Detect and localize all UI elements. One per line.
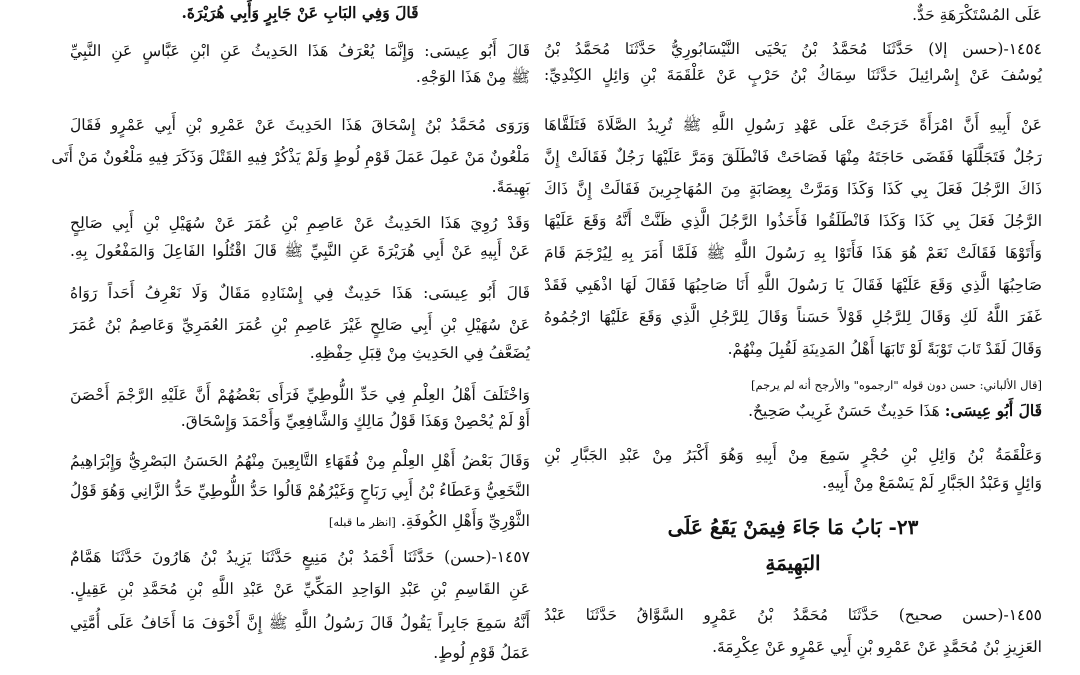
text-line: قَالَ أَبُو عِيسَى: وَإِنَّمَا يُعْرَفُ هَذَا الحَدِيثُ عَنِ ابْنِ عَبَّاسٍ عَنِ النَّبِيِّ [70, 42, 530, 60]
abu-isa-text: هَذَا حَدِيثٌ حَسَنٌ غَرِيبٌ صَحِيحٌ. [748, 402, 940, 420]
text-line: بَهِيمَةً. [491, 178, 530, 196]
chapter-heading: البَهِيمَةِ [765, 551, 821, 575]
text-line: عَنِ القَاسِمِ بْنِ عَبْدِ الوَاحِدِ المَكِّيِّ عَنْ عَبْدِ اللَّهِ بْنِ مُحَمَّدِ بْنِ عَقِيلٍ. [70, 580, 530, 598]
text-line: وَائِلٍ وَعَبْدُ الجَبَّارِ لَمْ يَسْمَعْ مِنْ أَبِيهِ. [822, 474, 1042, 492]
text-line: يُوسُفَ عَنْ إِسْرائِيلَ حَدَّثَنَا سِمَاكُ بْنُ حَرْبٍ عَنْ عَلْقَمَةَ بْنِ وَائِلٍ الكِنْدِيِّ: [544, 66, 1042, 84]
hadith-1457-header: ١٤٥٧-(حسن) حَدَّثَنَا أَحْمَدُ بْنُ مَنِيعٍ حَدَّثَنَا يَزِيدُ بْنُ هَارُونَ حَدَّثَنَا هَمَّامٌ [70, 548, 530, 566]
albani-note: [قال الألباني: حسن دون قوله "ارجموه" والأرجح أنه لم يرجم] [751, 378, 1042, 392]
text-line: وَاخْتَلَفَ أَهْلُ العِلْمِ فِي حَدِّ اللُّوطِيِّ فَرَأَى بَعْضُهُمْ أَنَّ عَلَيْهِ الرَّجْمَ أَحْصَنَ [70, 386, 530, 404]
text-line: صَاحِبُهَا الَّذِي وَقَعَ عَلَيْهَا فَقَالَ يَا رَسُولَ اللَّهِ أَنَا صَاحِبُهَا فَقَالَ لَهَا اذْهَبِي فَقَدْ [544, 276, 1042, 294]
text-line: وَعَلْقَمَةُ بْنُ وَائِلِ بْنِ حُجْرٍ سَمِعَ مِنْ أَبِيهِ وَهُوَ أَكْبَرُ مِنْ عَبْدِ الجَبَّارِ بْنِ [544, 446, 1042, 464]
text-line: يُضَعَّفُ فِي الحَدِيثِ مِنْ قِبَلِ حِفْظِهِ. [309, 344, 530, 362]
text-line: عَلَى المُسْتَكْرَهَةِ حَدٌّ. [912, 6, 1042, 24]
chapter-heading: ٢٣- بَابُ مَا جَاءَ فِيمَنْ يَقَعُ عَلَى [667, 515, 919, 539]
text-line [70, 510, 530, 534]
text-line: وَرَوَى مُحَمَّدُ بْنُ إِسْحَاقَ هَذَا الحَدِيثَ عَنْ عَمْرِو بْنِ أَبِي عَمْرٍو فَقَالَ [70, 116, 530, 134]
hadith-1454-header: ١٤٥٤-(حسن إلا) حَدَّثَنَا مُحَمَّدُ بْنُ يَحْيَى النَّيْسَابُورِيُّ حَدَّثَنَا مُحَمَّدُ بْنُ [544, 40, 1042, 58]
text-line: أَوْ لَمْ يُحْصِنْ وَهَذَا قَوْلُ مَالِكٍ وَالشَّافِعِيِّ وَأَحْمَدَ وَإِسْحَاقَ. [180, 412, 530, 430]
text-line: قَالَ أَبُو عِيسَى: هَذَا حَدِيثٌ فِي إِسْنَادِهِ مَقَالٌ وَلَا نَعْرِفُ أَحَداً رَوَاهُ [70, 284, 530, 302]
text-line: النَّخَعِيُّ وَعَطَاءُ بْنُ أَبِي رَبَاحٍ وَغَيْرُهُمْ قَالُوا حَدُّ اللُّوطِيِّ حَدُّ الزَّانِي وَهُوَ قَوْلُ [70, 482, 530, 500]
text-line: عَنْ سُهَيْلِ بْنِ أَبِي صَالِحٍ غَيْرَ عَاصِمِ بْنِ عُمَرَ العُمَرِيِّ وَعَاصِمُ بْنُ عُمَرَ [70, 316, 530, 334]
text-line: قَالَ وَفِي البَابِ عَنْ جَابِرٍ وَأَبِي هُرَيْرَةَ. [181, 3, 419, 22]
text-line: مَلْعُونٌ مَنْ عَمِلَ عَمَلَ قَوْمِ لُوطٍ وَلَمْ يَذْكُرْ فِيهِ القَتْلَ وَذَكَرَ فِيهِ مَلْعُونٌ مَنْ أَتَى [51, 148, 530, 166]
text-fragment: الثَّوْرِيِّ وَأَهْلِ الكُوفَةِ. [400, 512, 530, 530]
text-line: وَقَالَ بَعْضُ أَهْلِ العِلْمِ مِنْ فُقَهَاءِ التَّابِعِينَ مِنْهُمُ الحَسَنُ البَصْرِيُّ وَإِبْرَاهِيمُ [70, 452, 530, 470]
hadith-1455-header: ١٤٥٥-(حسن صحيح) حَدَّثَنَا مُحَمَّدُ بْنُ عَمْرٍو السَّوَّاقُ حَدَّثَنَا عَبْدُ [544, 606, 1042, 624]
text-line: رَجُلٌ فَتَجَلَّلَهَا فَقَضَى حَاجَتَهُ مِنْهَا فَصَاحَتْ فَانْطَلَقَ وَمَرَّ عَلَيْهَا رَجُلٌ فَقَالَتْ إِنَّ [544, 148, 1042, 166]
abu-isa-label: قَالَ أَبُو عِيسَى: [944, 401, 1042, 420]
text-line: وَقَالَ لَقَدْ تَابَ تَوْبَةً لَوْ تَابَهَا أَهْلُ المَدِينَةِ لَقُبِلَ مِنْهُمْ. [727, 340, 1042, 358]
text-line: ﷺ مِنْ هَذَا الوَجْهِ. [415, 68, 530, 86]
text-line: عَنْ أَبِيهِ أَنَّ امْرَأَةً خَرَجَتْ عَلَى عَهْدِ رَسُولِ اللَّهِ ﷺ تُرِيدُ الصَّلَاةَ فَتَلَقَّاهَا [544, 116, 1042, 134]
text-line: ذَاكَ الرَّجُلَ فَعَلَ بِي كَذَا وَكَذَا وَمَرَّتْ بِعِصَابَةٍ مِنَ المُهَاجِرِينَ فَقَالَتْ إِنَّ ذَاكَ [544, 180, 1042, 198]
text-line: الرَّجُلَ فَعَلَ بِي كَذَا وَكَذَا فَانْطَلَقُوا فَأَخَذُوا الرَّجُلَ الَّذِي ظَنَّتْ أَنَّهُ وَقَعَ عَلَيْهَا [544, 212, 1042, 230]
text-line: العَزِيزِ بْنُ مُحَمَّدٍ عَنْ عَمْرِو بْنِ أَبِي عَمْرٍو عَنْ عِكْرِمَةَ. [712, 638, 1042, 656]
text-line: عَمَلُ قَوْمِ لُوطٍ. [433, 644, 530, 662]
abu-isa-statement [544, 400, 1042, 424]
text-line: وَقَدْ رُوِيَ هَذَا الحَدِيثُ عَنْ عَاصِمِ بْنِ عُمَرَ عَنْ سُهَيْلِ بْنِ أَبِي صَالِحٍ [70, 214, 530, 232]
text-line: وَأَتَوْهَا فَقَالَتْ نَعَمْ هُوَ هَذَا فَأَتَوْا بِهِ رَسُولَ اللَّهِ ﷺ فَلَمَّا أَمَرَ بِهِ لِيُرْجَمَ قَامَ [544, 244, 1042, 262]
text-line: غَفَرَ اللَّهُ لَكِ وَقَالَ لِلرَّجُلِ قَوْلاً حَسَناً وَقَالَ لِلرَّجُلِ الَّذِي وَقَعَ عَلَيْهَا ارْجُمُوهُ [544, 308, 1042, 326]
cross-reference-note: [انظر ما قبله] [328, 515, 396, 529]
text-line: أَنَّهُ سَمِعَ جَابِراً يَقُولُ قَالَ رَسُولُ اللَّهِ ﷺ إِنَّ أَخْوَفَ مَا أَخَافُ عَلَى أُمَّتِي [70, 614, 530, 632]
text-line: عَنْ أَبِيهِ عَنْ أَبِي هُرَيْرَةَ عَنِ النَّبِيِّ ﷺ قَالَ اقْتُلُوا الفَاعِلَ وَالمَفْعُولَ بِهِ. [70, 242, 530, 260]
